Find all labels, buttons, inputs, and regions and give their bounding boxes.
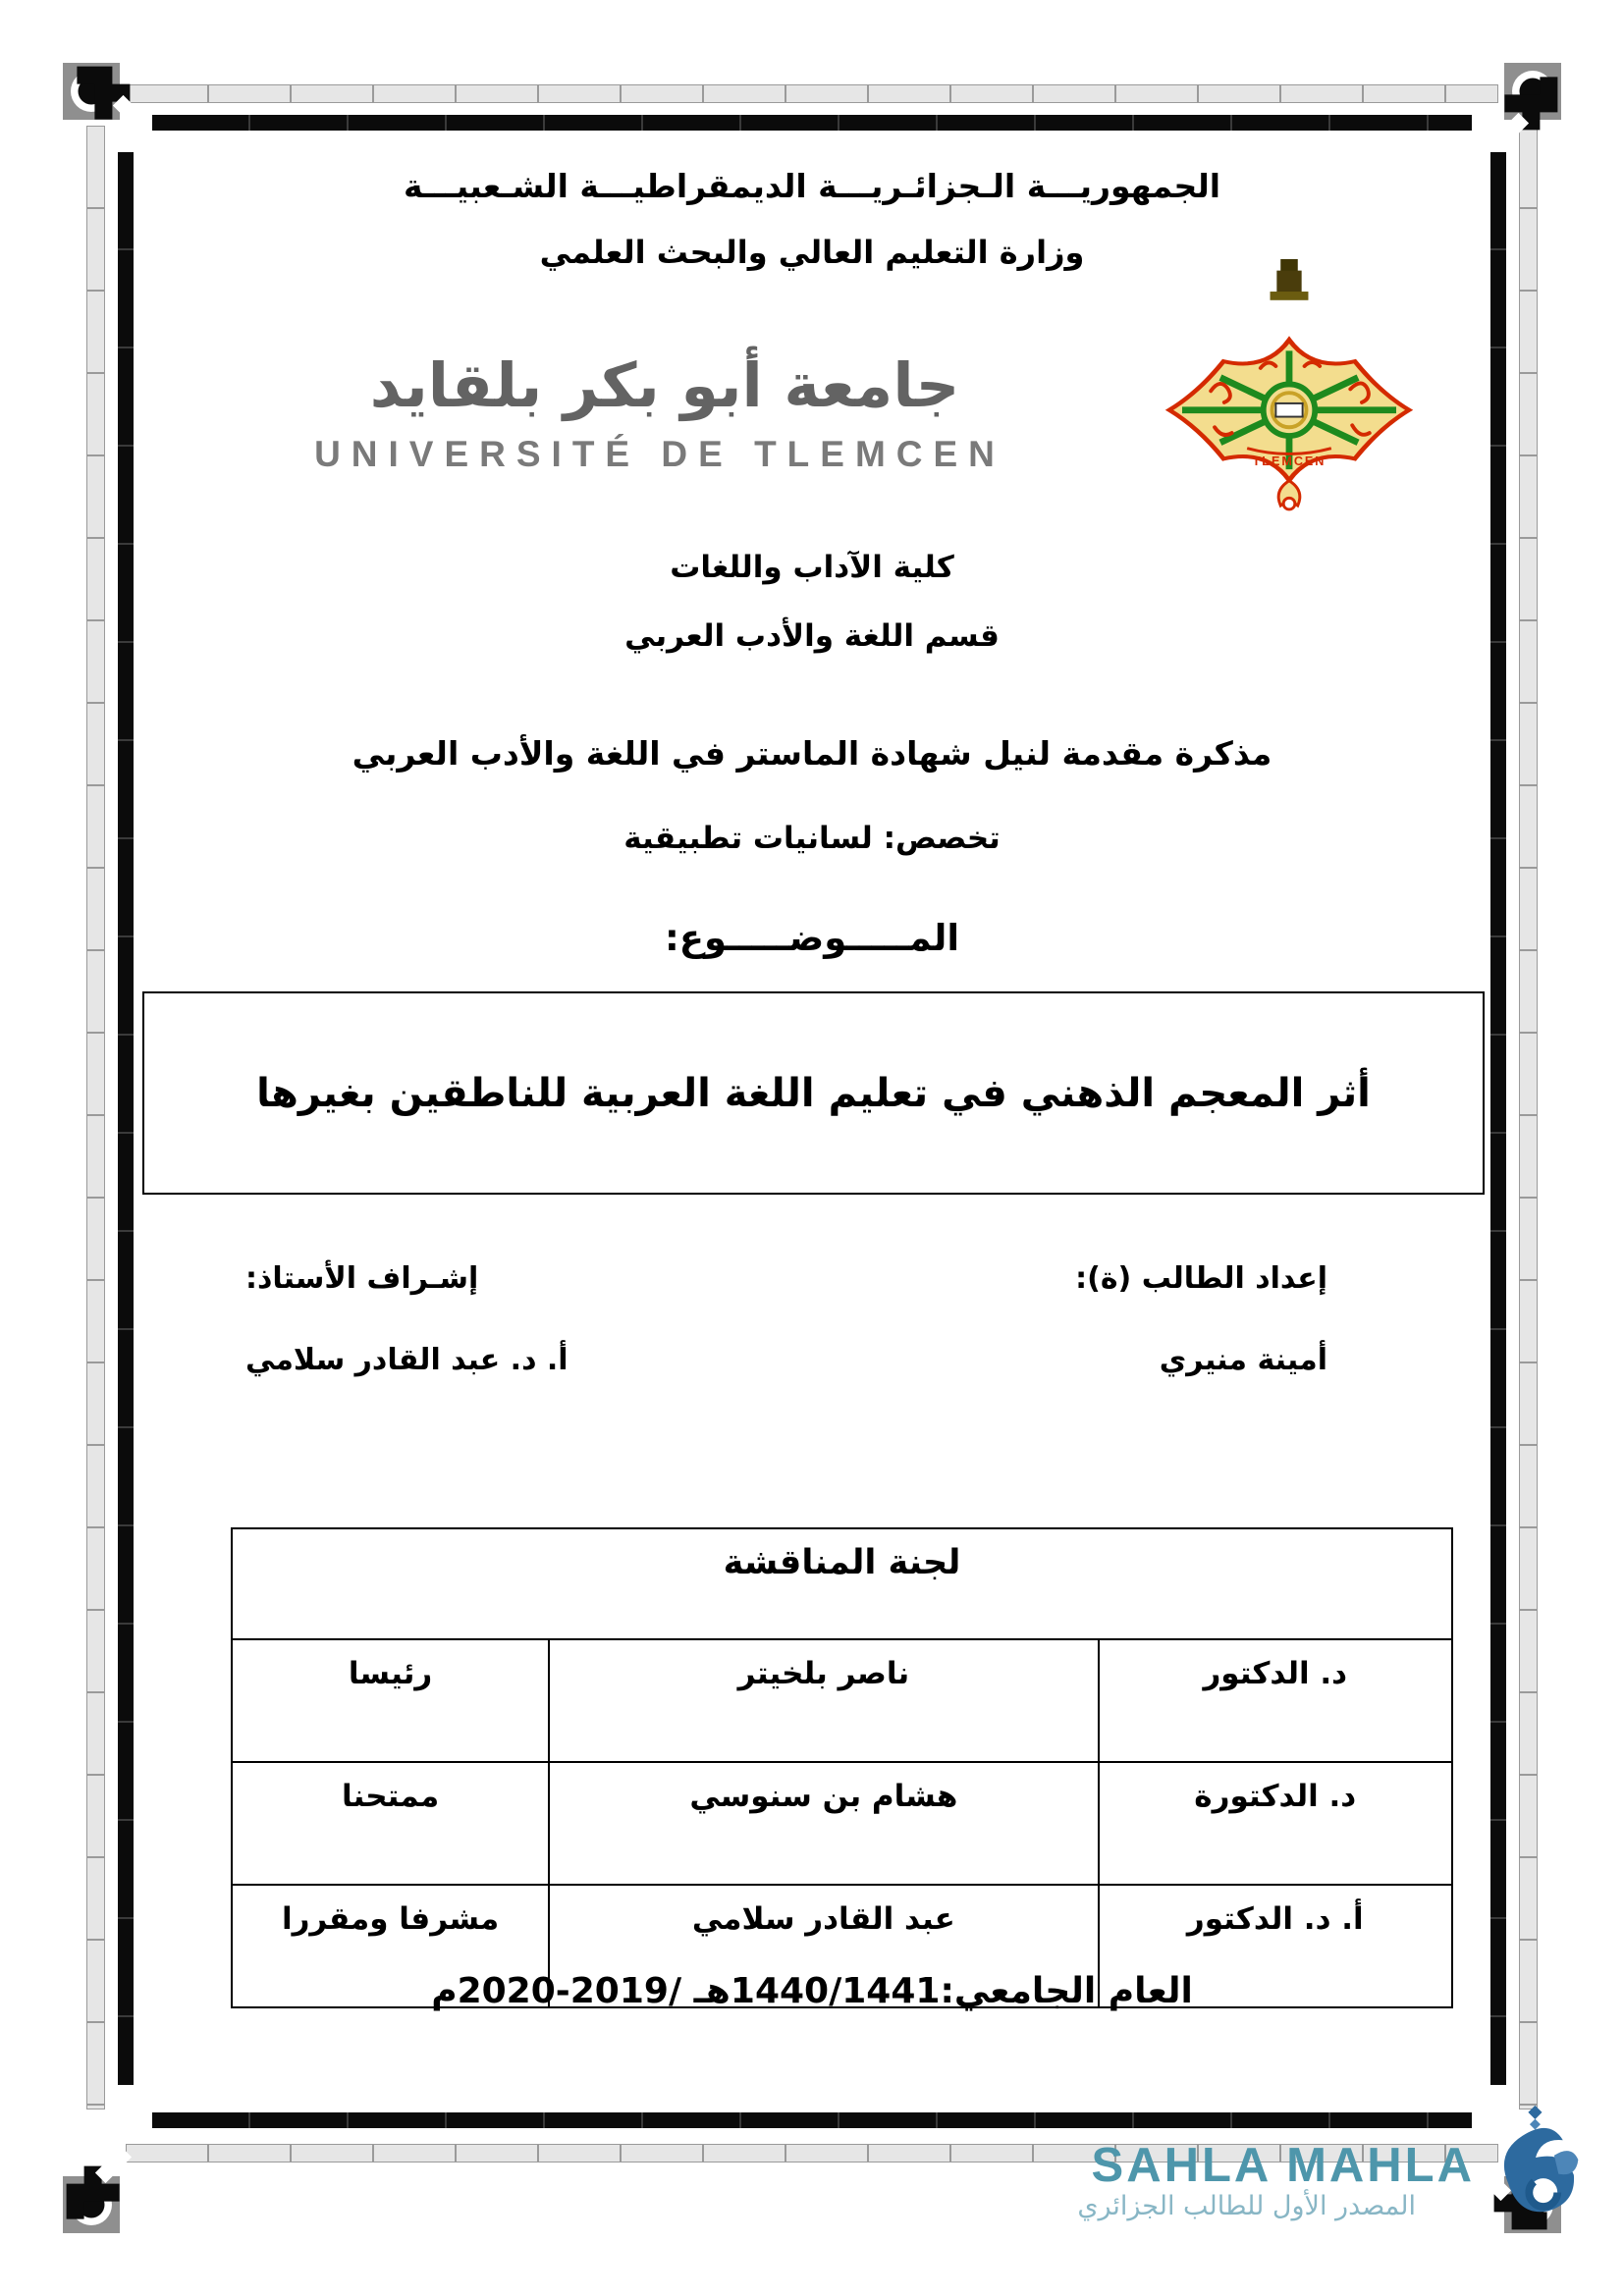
frame-band-left-outer <box>86 126 105 2109</box>
corner-ornament-icon <box>59 2139 157 2237</box>
committee-name-cell: عبد القادر سلامي <box>549 1885 1098 2007</box>
committee-title: لجنة المناقشة <box>232 1528 1452 1639</box>
emblem-minaret <box>1271 259 1309 300</box>
table-row <box>232 1762 1452 1885</box>
supervisor-name: أ. د. عبد القادر سلامي <box>245 1343 568 1377</box>
student-section <box>1075 1261 1327 1377</box>
university-arabic-name: جامعة أبو بكر بلقايد <box>369 349 960 421</box>
student-name: أمينة منيري <box>1159 1343 1327 1377</box>
republic-line: الجمهوريـــة الـجزائـريـــة الديمقراطيـــة الشـعبيـــة <box>403 167 1221 205</box>
corner-ornament-icon <box>1467 59 1565 157</box>
corner-ornament-icon <box>59 59 157 157</box>
academic-year: العام الجامعي:1440/1441هـ /2019-2020م <box>431 1971 1193 2011</box>
committee-name-cell: ناصر بلخيتر <box>549 1639 1098 1762</box>
thesis-title: أثر المعجم الذهني في تعليم اللغة العربية للناطقين بغيرها <box>256 1070 1371 1116</box>
committee-degree-cell: د. الدكتورة <box>1099 1762 1452 1885</box>
university-latin-name: UNIVERSITÉ DE TLEMCEN <box>314 434 1005 474</box>
committee-degree-cell: د. الدكتور <box>1099 1639 1452 1762</box>
university-emblem-icon <box>1159 257 1420 544</box>
department-name: قسم اللغة والأدب العربي <box>624 618 1000 654</box>
frame-band-top-inner <box>152 115 1472 131</box>
committee-degree-cell: أ. د. الدكتور <box>1099 1885 1452 2007</box>
committee-name-cell: هشام بن سنوسي <box>549 1762 1098 1885</box>
committee-table <box>231 1527 1453 2008</box>
committee-role-cell: رئيسا <box>232 1639 549 1762</box>
faculty-name: كلية الآداب واللغات <box>670 550 954 585</box>
watermark-brand: SAHLA MAHLA <box>1091 2139 1475 2192</box>
committee-role-cell: مشرفا ومقررا <box>232 1885 549 2007</box>
thesis-statement: مذكرة مقدمة لنيل شهادة الماستر في اللغة والأدب العربي <box>352 734 1272 773</box>
subject-heading: المـــــوضـــــوع: <box>664 917 960 959</box>
table-row <box>232 1639 1452 1762</box>
frame-band-right-inner <box>1490 152 1506 2085</box>
frame-band-right-outer <box>1519 126 1538 2109</box>
supervisor-label: إشـراف الأستاذ: <box>245 1261 479 1296</box>
ministry-line: وزارة التعليم العالي والبحث العلمي <box>539 234 1085 271</box>
watermark-tagline: المصدر الأول للطالب الجزائري <box>1077 2191 1416 2221</box>
committee-role-cell: ممتحنا <box>232 1762 549 1885</box>
student-label: إعداد الطالب (ة): <box>1075 1261 1327 1296</box>
frame-band-top-outer <box>126 84 1498 103</box>
emblem-city-label: TLEMCEN <box>1252 454 1326 469</box>
watermark-logo-icon <box>1487 2103 1585 2232</box>
specialty-line: تخصص: لسانيات تطبيقية <box>623 821 1001 856</box>
table-row <box>232 1528 1452 1639</box>
frame-band-bottom-inner <box>152 2112 1472 2128</box>
supervisor-section <box>245 1261 568 1377</box>
thesis-title-box <box>142 991 1485 1195</box>
